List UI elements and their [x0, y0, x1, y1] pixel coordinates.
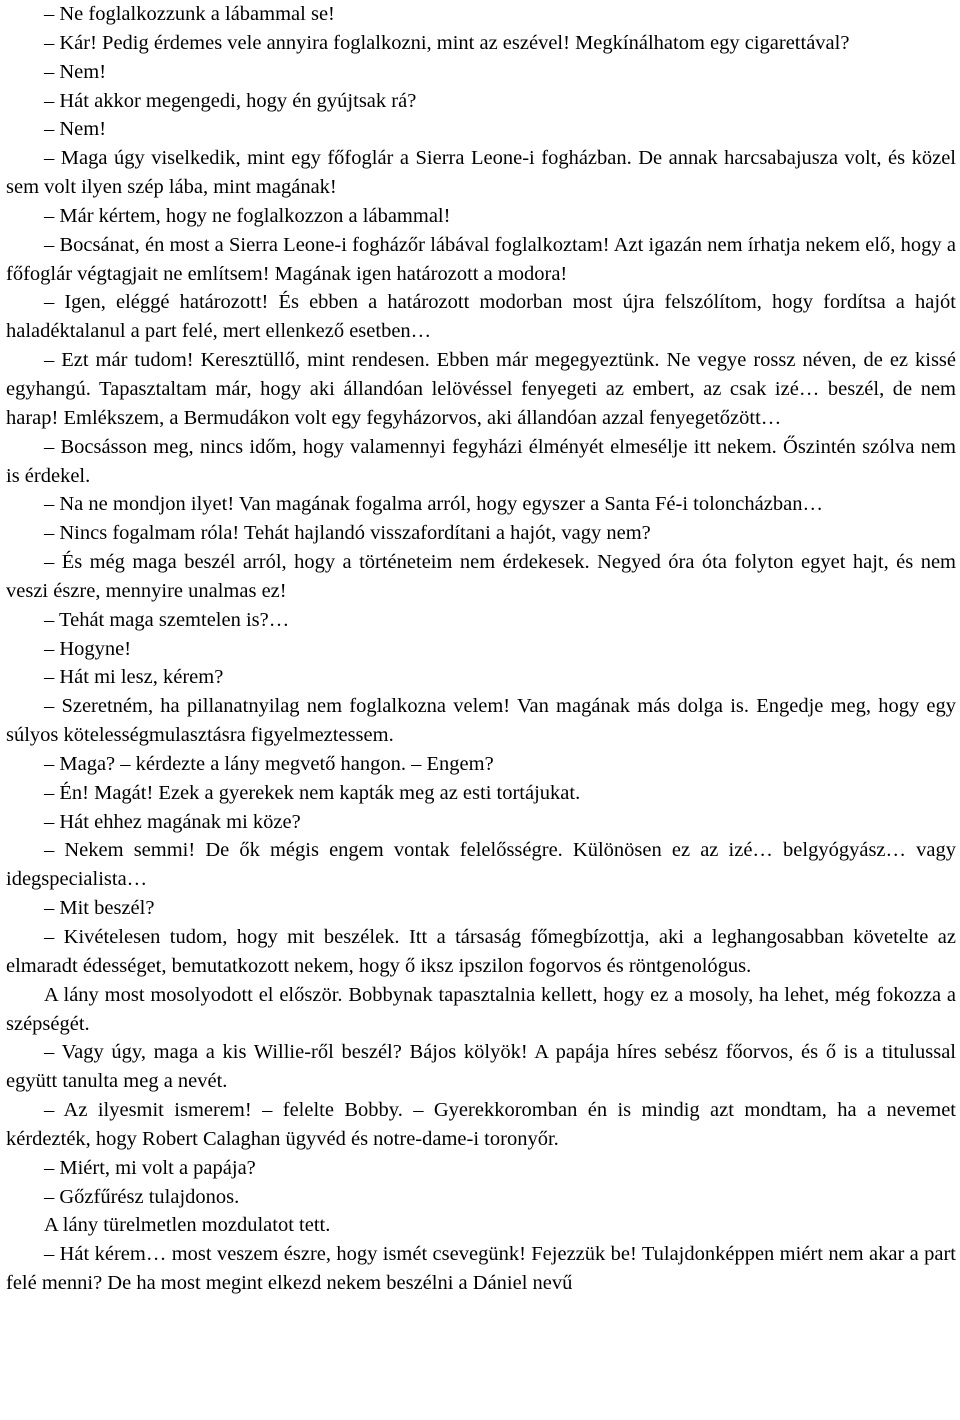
paragraph: – Már kértem, hogy ne foglalkozzon a lábammal! — [44, 204, 451, 227]
paragraph: A lány türelmetlen mozdulatot tett. — [44, 1214, 331, 1237]
paragraph: – Kár! Pedig érdemes vele annyira foglalkozni, mint az eszével! Megkínálhatom egy cigarettával? — [44, 31, 850, 54]
paragraph: – Bocsásson meg, nincs időm, hogy valamennyi fegyházi élményét elmesélje itt nekem. Őszintén szólva nem is érdekel. — [6, 435, 956, 487]
paragraph: – Hát kérem… most veszem észre, hogy ismét csevegünk! Fejezzük be! Tulajdonképpen miért nem akar a part felé menni? De ha most megint elkezd nekem beszélni a Dániel nevű — [6, 1243, 956, 1295]
paragraph: – Hogyne! — [44, 637, 132, 660]
paragraph: – Igen, eléggé határozott! És ebben a határozott modorban most újra felszólítom, hogy fordítsa a hajót haladéktalanul a part felé, mert ellenkező esetben… — [6, 291, 956, 343]
paragraph: – Miért, mi volt a papája? — [44, 1156, 256, 1179]
paragraph: – Gőzfűrész tulajdonos. — [44, 1185, 240, 1208]
paragraph: – Hát akkor megengedi, hogy én gyújtsak rá? — [44, 89, 417, 112]
paragraph: – Nem! — [44, 118, 107, 141]
paragraph: – Hát ehhez magának mi köze? — [44, 810, 301, 833]
paragraph: – Maga úgy viselkedik, mint egy főfoglár a Sierra Leone-i fogházban. De annak harcsabajusza volt, és közel sem volt ilyen szép lába, mint magának! — [6, 147, 956, 199]
paragraph: – Ezt már tudom! Keresztüllő, mint rendesen. Ebben már megegyeztünk. Ne vegye rossz néven, de ez kissé egyhangú. Tapasztaltam már, hogy aki állandóan lelövéssel fenyegeti az embert, az csak izé… beszél, de nem harap! Emlékszem, a Bermudákon volt egy fegyházorvos, aki állandóan azzal fenyegetőzött… — [6, 349, 956, 429]
paragraph: – Na ne mondjon ilyet! Van magának fogalma arról, hogy egyszer a Santa Fé-i toloncházban… — [44, 493, 823, 516]
paragraph: – Ne foglalkozzunk a lábammal se! — [44, 3, 335, 25]
paragraph: – Kivételesen tudom, hogy mit beszélek. Itt a társaság főmegbízottja, aki a leghangosabban követelte az elmaradt édességet, bemutatkozott nekem, hogy ő iksz ipszilon fogorvos és röntgenológus. — [6, 926, 956, 977]
paragraph: – Nem! — [44, 60, 107, 83]
paragraph: – Az ilyesmit ismerem! – felelte Bobby. – Gyerekkoromban én is mindig azt mondtam, ha a nevemet kérdezték, hogy Robert Calaghan ügyvéd és notre-dame-i toronyőr. — [6, 1099, 956, 1150]
paragraph: – Maga? – kérdezte a lány megvető hangon. – Engem? — [44, 752, 494, 775]
paragraph: – Hát mi lesz, kérem? — [44, 666, 224, 689]
document-page — [6, 0, 956, 1298]
paragraph: – Mit beszél? — [44, 897, 155, 920]
paragraph: – Vagy úgy, maga a kis Willie-ről beszél? Bájos kölyök! A papája híres sebész főorvos, és ő is a titulussal együtt tanulta meg a nevét. — [6, 1041, 956, 1093]
paragraph: – Én! Magát! Ezek a gyerekek nem kapták meg az esti tortájukat. — [44, 781, 581, 804]
paragraph: A lány most mosolyodott el először. Bobbynak tapasztalnia kellett, hogy ez a mosoly, ha lehet, még fokozza a szépségét. — [6, 983, 956, 1035]
paragraph: – És még maga beszél arról, hogy a történeteim nem érdekesek. Negyed óra óta folyton egyet hajt, és nem veszi észre, mennyire unalmas ez! — [6, 551, 956, 602]
paragraph: – Nincs fogalmam róla! Tehát hajlandó visszafordítani a hajót, vagy nem? — [44, 522, 651, 545]
paragraph: – Bocsánat, én most a Sierra Leone-i fogházőr lábával foglalkoztam! Azt igazán nem írhatja nekem elő, hogy a főfoglár végtagjait ne említsem! Magának igen határozott a modora! — [6, 233, 956, 285]
paragraph: – Szeretném, ha pillanatnyilag nem foglalkozna velem! Van magának más dolga is. Engedje meg, hogy egy súlyos kötelességmulasztásra figyelmeztessem. — [6, 695, 956, 747]
paragraph: – Tehát maga szemtelen is?… — [44, 608, 290, 631]
paragraph: – Nekem semmi! De ők mégis engem vontak felelősségre. Különösen ez az izé… belgyógyász… vagy idegspecialista… — [6, 839, 956, 891]
